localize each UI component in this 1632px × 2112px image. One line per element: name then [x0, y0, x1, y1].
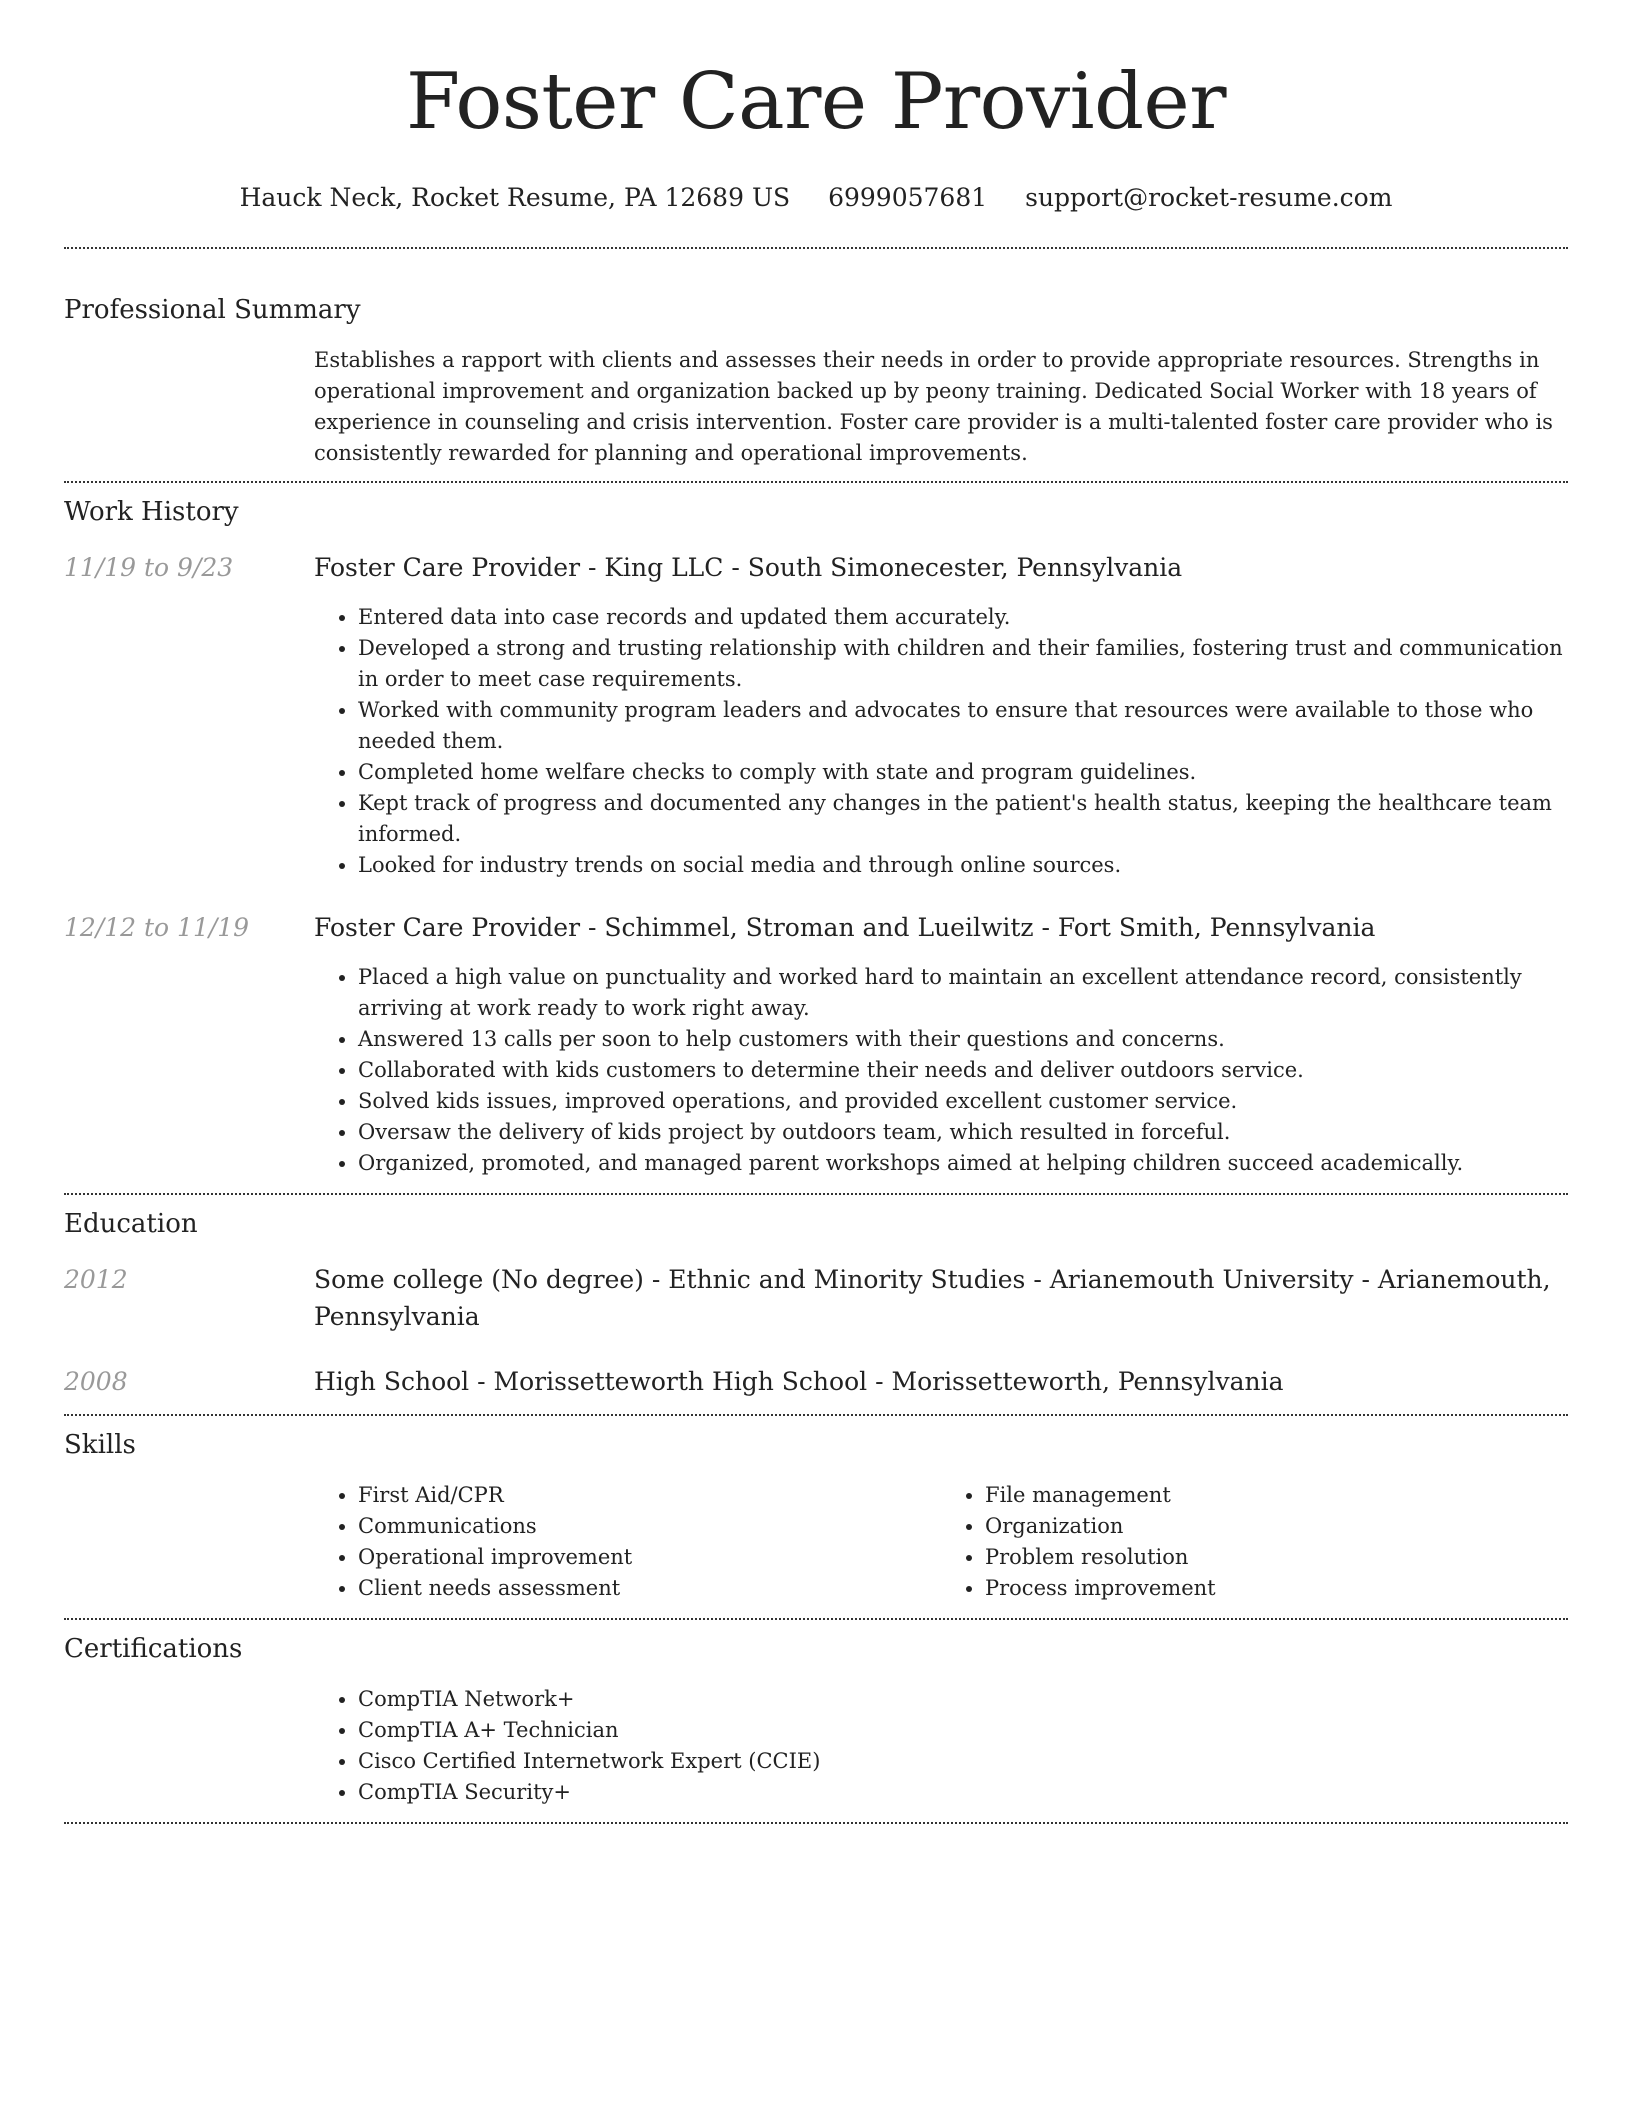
skill-item: • First Aid/CPR — [358, 1480, 941, 1511]
job-bullet: • Completed home welfare checks to comply with state and program guidelines. — [358, 757, 1568, 788]
contact-phone: 6999057681 — [828, 183, 988, 212]
job-bullet: • Solved kids issues, improved operations, and provided excellent customer service. — [358, 1086, 1568, 1117]
job-bullets — [314, 602, 1568, 881]
skill-item: • Problem resolution — [985, 1542, 1568, 1573]
job-bullet: • Kept track of progress and documented any changes in the patient's health status, keeping the healthcare team informed. — [358, 788, 1568, 850]
divider — [64, 481, 1568, 483]
summary-text: Establishes a rapport with clients and assesses their needs in order to provide appropriate resources. Strengths in operational improvement and organization backed up by peony training. Dedicated Social Worker with 18 years of experience in counseling and crisis intervention. Foster care provider is a multi-talented foster care provider who is consistently rewarded for planning and operational improvements. — [314, 348, 1553, 465]
skill-item: • Organization — [985, 1511, 1568, 1542]
education-title: Education — [64, 1209, 198, 1239]
education-text: Some college (No degree) - Ethnic and Minority Studies - Arianemouth University - Arianemouth, Pennsylvania — [314, 1265, 1551, 1331]
resume-name: Foster Care Provider — [406, 57, 1226, 147]
job-bullet: • Collaborated with kids customers to determine their needs and deliver outdoors service. — [358, 1055, 1568, 1086]
certifications-title: Certifications — [64, 1634, 243, 1664]
skills-list-left — [314, 1480, 941, 1604]
job-entry — [64, 909, 1568, 1179]
skill-item: • Client needs assessment — [358, 1573, 941, 1604]
job-bullet: • Answered 13 calls per soon to help customers with their questions and concerns. — [358, 1024, 1568, 1055]
job-bullet: • Worked with community program leaders and advocates to ensure that resources were available to those who needed them. — [358, 695, 1568, 757]
divider — [64, 247, 1568, 249]
job-entry — [64, 549, 1568, 881]
education-entry — [64, 1261, 1568, 1335]
education-year: 2008 — [64, 1367, 128, 1396]
skills-section — [64, 1428, 1568, 1604]
divider — [64, 1822, 1568, 1824]
divider — [64, 1193, 1568, 1195]
education-entry — [64, 1363, 1568, 1400]
job-bullet: • Developed a strong and trusting relationship with children and their families, fostering trust and communication in order to meet case requirements. — [358, 633, 1568, 695]
divider — [64, 1618, 1568, 1620]
skills-list-right — [941, 1480, 1568, 1604]
work-title: Work History — [64, 497, 239, 527]
work-section — [64, 495, 1568, 1179]
skill-item: • Operational improvement — [358, 1542, 941, 1573]
skill-item: • Communications — [358, 1511, 941, 1542]
education-section — [64, 1207, 1568, 1400]
job-bullets — [314, 962, 1568, 1179]
education-year: 2012 — [64, 1265, 128, 1294]
job-dates: 12/12 to 11/19 — [64, 913, 250, 942]
certification-item: • Cisco Certified Internetwork Expert (CCIE) — [358, 1746, 1568, 1777]
skills-title: Skills — [64, 1430, 136, 1460]
job-bullet: • Entered data into case records and updated them accurately. — [358, 602, 1568, 633]
summary-section — [64, 293, 1568, 469]
certifications-section — [64, 1632, 1568, 1808]
job-title: Foster Care Provider - King LLC - South Simonecester, Pennsylvania — [314, 553, 1183, 582]
job-title: Foster Care Provider - Schimmel, Stroman and Lueilwitz - Fort Smith, Pennsylvania — [314, 913, 1376, 942]
skill-item: • File management — [985, 1480, 1568, 1511]
certification-item: • CompTIA Security+ — [358, 1777, 1568, 1808]
certification-item: • CompTIA Network+ — [358, 1684, 1568, 1715]
contact-line — [64, 182, 1568, 214]
job-bullet: • Looked for industry trends on social media and through online sources. — [358, 850, 1568, 881]
contact-email: support@rocket-resume.com — [1025, 183, 1393, 212]
certifications-list — [314, 1684, 1568, 1808]
summary-title: Professional Summary — [64, 295, 361, 325]
job-bullet: • Oversaw the delivery of kids project by outdoors team, which resulted in forceful. — [358, 1117, 1568, 1148]
skill-item: • Process improvement — [985, 1573, 1568, 1604]
contact-address: Hauck Neck, Rocket Resume, PA 12689 US — [239, 183, 791, 212]
education-text: High School - Morissetteworth High School - Morissetteworth, Pennsylvania — [314, 1367, 1284, 1396]
divider — [64, 1414, 1568, 1416]
certification-item: • CompTIA A+ Technician — [358, 1715, 1568, 1746]
job-bullet: • Placed a high value on punctuality and worked hard to maintain an excellent attendance record, consistently arriving at work ready to work right away. — [358, 962, 1568, 1024]
job-dates: 11/19 to 9/23 — [64, 553, 234, 582]
job-bullet: • Organized, promoted, and managed parent workshops aimed at helping children succeed academically. — [358, 1148, 1568, 1179]
